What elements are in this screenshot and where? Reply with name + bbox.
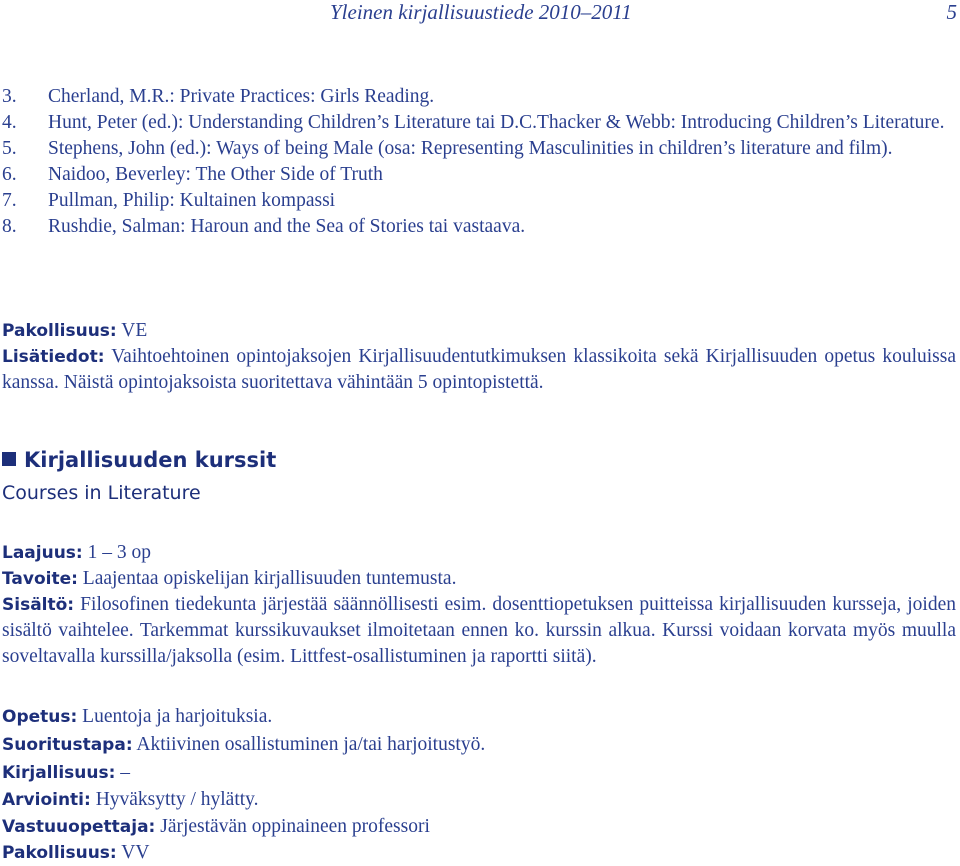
laajuus-label: Laajuus: bbox=[2, 543, 83, 563]
reference-text: Hunt, Peter (ed.): Understanding Children’s Literature tai D.C.Thacker & Webb: Introducing Children’s Literature. bbox=[48, 112, 945, 133]
kirjallisuus-value: – bbox=[115, 762, 131, 783]
arviointi-label: Arviointi: bbox=[2, 790, 91, 810]
pakollisuus-label: Pakollisuus: bbox=[2, 321, 117, 341]
sisalto-paragraph bbox=[2, 592, 956, 670]
reference-item bbox=[2, 110, 956, 136]
reference-number: 8. bbox=[2, 216, 17, 237]
pakollisuus-value: VE bbox=[116, 320, 148, 341]
reference-item bbox=[2, 136, 956, 162]
page-number: 5 bbox=[946, 0, 957, 24]
section-subtitle: Courses in Literature bbox=[2, 482, 201, 504]
vastuuopettaja-value: Järjestävän oppinaineen professori bbox=[155, 816, 430, 837]
reference-list bbox=[2, 84, 956, 240]
pakollisuus-line bbox=[2, 318, 956, 344]
suoritustapa-label: Suoritustapa: bbox=[2, 735, 133, 755]
pakollisuus-vv-line bbox=[2, 840, 956, 866]
reference-number: 7. bbox=[2, 190, 17, 211]
reference-text: Stephens, John (ed.): Ways of being Male (osa: Representing Masculinities in children’s literature and film). bbox=[48, 138, 893, 159]
reference-item bbox=[2, 214, 956, 240]
pakollisuus-vv-value: VV bbox=[116, 842, 150, 863]
vastuuopettaja-label: Vastuuopettaja: bbox=[2, 817, 156, 837]
lisatiedot-value: Vaihtoehtoinen opintojaksojen Kirjallisuudentutkimuksen klassikoita sekä Kirjallisuuden opetus kouluissa kanssa. Näistä opintojaksoista suoritettava vähintään 5 opintopistettä. bbox=[2, 346, 956, 393]
reference-number: 6. bbox=[2, 164, 17, 185]
suoritustapa-line bbox=[2, 732, 956, 758]
section-title: Kirjallisuuden kurssit bbox=[24, 448, 277, 472]
lisatiedot-label: Lisätiedot: bbox=[2, 347, 105, 367]
tavoite-line bbox=[2, 566, 956, 592]
laajuus-line bbox=[2, 540, 956, 566]
opetus-line bbox=[2, 704, 956, 730]
lisatiedot-paragraph bbox=[2, 344, 956, 396]
tavoite-label: Tavoite: bbox=[2, 569, 78, 589]
reference-item bbox=[2, 188, 956, 214]
laajuus-value: 1 – 3 op bbox=[82, 542, 151, 563]
suoritustapa-value: Aktiivinen osallistuminen ja/tai harjoitustyö. bbox=[132, 734, 486, 755]
sisalto-value: Filosofinen tiedekunta järjestää säännöllisesti esim. dosenttiopetuksen puitteissa kirjallisuuden kursseja, joiden sisältö vaihtelee. Tarkemmat kurssikuvaukset ilmoitetaan ennen ko. kurssin alkua. Kurssi voidaan korvata myös muulla soveltavalla kurssilla/jaksolla (esim. Littfest-osallistuminen ja raportti siitä). bbox=[2, 594, 956, 667]
tavoite-value: Laajentaa opiskelijan kirjallisuuden tuntemusta. bbox=[77, 568, 457, 589]
vastuuopettaja-line bbox=[2, 814, 956, 840]
pakollisuus-vv-label: Pakollisuus: bbox=[2, 843, 117, 863]
reference-text: Cherland, M.R.: Private Practices: Girls Reading. bbox=[48, 86, 435, 107]
sisalto-label: Sisältö: bbox=[2, 595, 75, 615]
reference-item bbox=[2, 162, 956, 188]
reference-text: Rushdie, Salman: Haroun and the Sea of Stories tai vastaava. bbox=[48, 216, 526, 237]
reference-number: 5. bbox=[2, 138, 17, 159]
section-heading bbox=[2, 446, 702, 474]
page-header bbox=[330, 0, 960, 30]
reference-text: Naidoo, Beverley: The Other Side of Truth bbox=[48, 164, 383, 185]
arviointi-line bbox=[2, 787, 956, 813]
reference-item bbox=[2, 84, 956, 110]
opetus-label: Opetus: bbox=[2, 707, 78, 727]
kirjallisuus-line bbox=[2, 760, 956, 786]
opetus-value: Luentoja ja harjoituksia. bbox=[77, 706, 273, 727]
reference-number: 3. bbox=[2, 86, 17, 107]
kirjallisuus-label: Kirjallisuus: bbox=[2, 763, 116, 783]
square-bullet-icon bbox=[2, 452, 16, 466]
reference-number: 4. bbox=[2, 112, 17, 133]
running-title: Yleinen kirjallisuustiede 2010–2011 bbox=[330, 0, 632, 24]
reference-text: Pullman, Philip: Kultainen kompassi bbox=[48, 190, 336, 211]
arviointi-value: Hyväksytty / hylätty. bbox=[90, 789, 259, 810]
